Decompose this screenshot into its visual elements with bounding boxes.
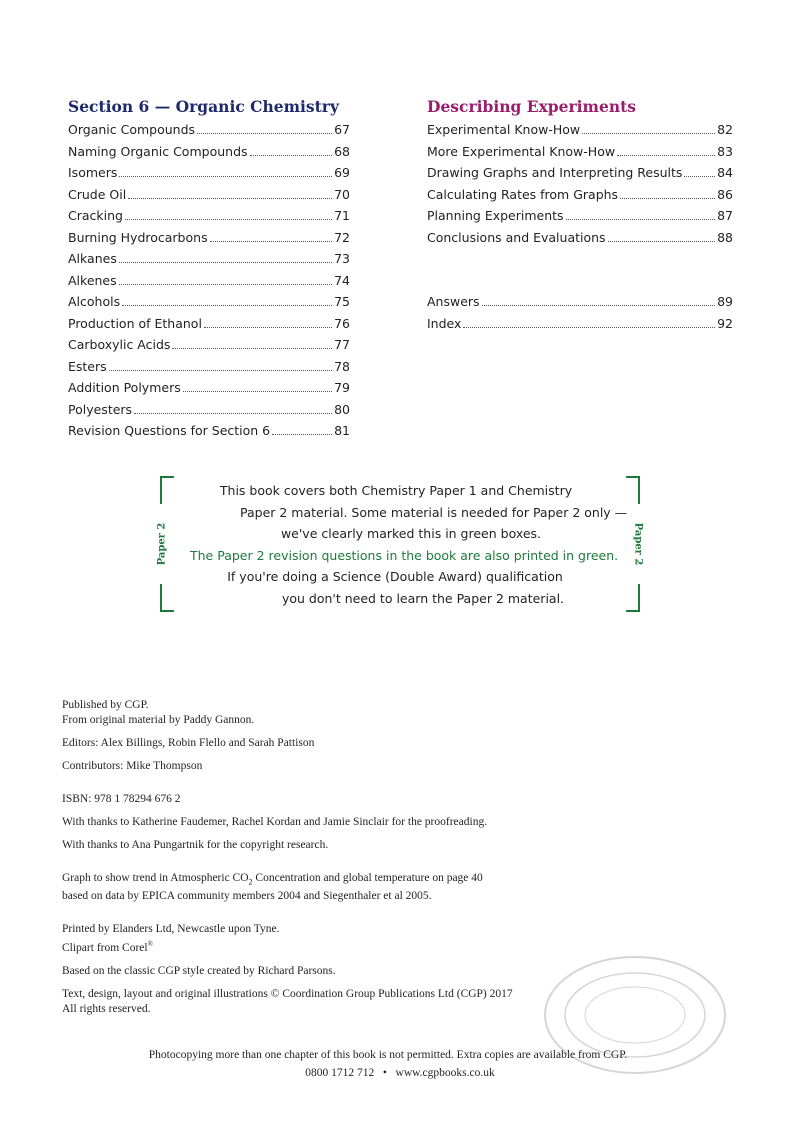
- toc-entry-page: 86: [717, 186, 733, 202]
- credit-line: From original material by Paddy Gannon.: [62, 714, 255, 726]
- notice-line: Paper 2 material. Some material is needed for Paper 2 only —: [240, 504, 628, 520]
- toc-entry-page: 67: [334, 122, 350, 137]
- dot-leader: [250, 155, 333, 156]
- notice-line: This book covers both Chemistry Paper 1 and Chemistry: [219, 483, 573, 498]
- dot-leader: [272, 434, 332, 435]
- dot-leader: [172, 348, 332, 349]
- dot-leader: [608, 241, 716, 242]
- toc-entry-page: 79: [334, 380, 350, 395]
- toc-entry-title: More Experimental Know-How: [427, 143, 616, 159]
- toc-entry-page: 74: [334, 272, 350, 288]
- toc-list: [68, 119, 350, 442]
- dot-leader: [109, 370, 332, 371]
- toc-column-right: [427, 96, 733, 334]
- toc-entry-title: Conclusions and Evaluations: [427, 229, 606, 245]
- dot-leader: [463, 327, 715, 328]
- toc-entry-title: Cracking: [68, 208, 123, 223]
- dot-leader: [119, 176, 332, 177]
- notice-line: you don't need to learn the Paper 2 material.: [281, 590, 565, 606]
- toc-entry-title: Esters: [68, 358, 107, 374]
- toc-entry-title: Answers: [427, 294, 480, 309]
- dot-leader: [582, 133, 715, 134]
- toc-entry-page: 92: [717, 315, 733, 331]
- credit-line: Printed by Elanders Ltd, Newcastle upon Tyne.: [62, 923, 280, 936]
- toc-entry-title: Index: [427, 315, 462, 331]
- toc-entry-page: 72: [334, 229, 350, 245]
- toc-entry-title: Production of Ethanol: [68, 315, 202, 331]
- toc-entry-page: 89: [717, 294, 733, 309]
- toc-entry: [427, 141, 733, 163]
- toc-entry: [68, 356, 350, 378]
- toc-entry: [68, 399, 350, 421]
- credit-line: With thanks to Katherine Faudemer, Rachel Kordan and Jamie Sinclair for the proofreading.: [62, 816, 488, 828]
- dot-leader: [197, 133, 332, 134]
- credits-block: [62, 698, 542, 1017]
- toc-entry-title: Alcohols: [68, 294, 121, 309]
- toc-entry: [427, 313, 733, 335]
- toc-entry: [68, 270, 350, 292]
- dot-leader: [620, 198, 715, 199]
- toc-entry: [68, 248, 350, 270]
- dot-leader: [122, 305, 332, 306]
- dot-leader: [134, 413, 332, 414]
- clipart-credit: Clipart from Corel®: [62, 940, 153, 955]
- dot-leader: [183, 391, 332, 392]
- toc-entry-page: 70: [334, 186, 350, 202]
- toc-entry-page: 82: [717, 122, 733, 137]
- toc-list-back-matter: [427, 291, 733, 334]
- toc-entry-title: Carboxylic Acids: [68, 337, 171, 352]
- toc-entry: [68, 184, 350, 206]
- toc-entry-page: 76: [334, 315, 350, 331]
- toc-entry-page: 81: [334, 423, 350, 438]
- credit-line: Published by CGP.: [62, 699, 149, 711]
- toc-entry-page: 88: [717, 229, 733, 245]
- toc-entry-page: 87: [717, 208, 733, 223]
- bracket-corner: [160, 476, 174, 504]
- import-stamp-watermark: [540, 950, 730, 1080]
- notice-line: If you're doing a Science (Double Award) qualification: [227, 569, 563, 584]
- paper2-side-label: Paper 2: [632, 522, 644, 566]
- toc-entry: [68, 420, 350, 442]
- dot-leader: [684, 176, 715, 177]
- paper2-side-label: Paper 2: [156, 522, 168, 566]
- credit-line: based on data by EPICA community members 2004 and Siegenthaler et al 2005.: [62, 890, 432, 903]
- notice-line: we've clearly marked this in green boxes.: [280, 526, 542, 541]
- dot-leader: [125, 219, 332, 220]
- dot-leader: [482, 305, 716, 306]
- paper2-notice-text: [190, 480, 628, 609]
- phone-number: 0800 1712 712: [305, 1067, 375, 1079]
- dot-leader: [566, 219, 716, 220]
- toc-entry-title: Planning Experiments: [427, 208, 564, 223]
- toc-entry-title: Polyesters: [68, 401, 133, 417]
- toc-entry: [68, 313, 350, 335]
- toc-column-left: [68, 96, 350, 442]
- website-link[interactable]: www.cgpbooks.co.uk: [395, 1067, 495, 1079]
- toc-entry: [68, 227, 350, 249]
- toc-entry-title: Revision Questions for Section 6: [68, 423, 271, 438]
- paper2-notice-box: [156, 476, 644, 612]
- toc-list: [427, 119, 733, 248]
- photocopy-notice: Photocopying more than one chapter of this book is not permitted. Extra copies are available from CGP.: [148, 1049, 628, 1061]
- toc-entry: [427, 119, 733, 141]
- dot-leader: [210, 241, 333, 242]
- toc-entry-title: Alkenes: [68, 272, 117, 288]
- credit-line: All rights reserved.: [62, 1003, 151, 1016]
- credit-line: Based on the classic CGP style created by Richard Parsons.: [62, 965, 336, 978]
- toc-entry-page: 77: [334, 337, 350, 352]
- toc-entry: [427, 205, 733, 227]
- toc-entry: [427, 291, 733, 313]
- section-heading: Describing Experiments: [427, 97, 636, 116]
- credit-line: With thanks to Ana Pungartnik for the copyright research.: [62, 839, 329, 851]
- toc-entry: [68, 162, 350, 184]
- graph-credit: Graph to show trend in Atmospheric $CO_2$ Concentration and global temperature on page 40: [62, 872, 483, 887]
- separator: •: [382, 1067, 387, 1079]
- toc-entry-page: 80: [334, 401, 350, 417]
- toc-entry-page: 75: [334, 294, 350, 309]
- toc-entry-title: Addition Polymers: [68, 380, 181, 395]
- bracket-corner: [160, 584, 174, 612]
- toc-entry-title: Crude Oil: [68, 186, 127, 202]
- toc-entry-title: Drawing Graphs and Interpreting Results: [427, 165, 683, 180]
- spacer: [427, 248, 733, 291]
- toc-entry: [68, 141, 350, 163]
- toc-entry-page: 71: [334, 208, 350, 223]
- dot-leader: [204, 327, 332, 328]
- dot-leader: [119, 262, 332, 263]
- toc-entry-title: Isomers: [68, 165, 118, 180]
- toc-entry: [68, 119, 350, 141]
- toc-entry-title: Calculating Rates from Graphs: [427, 186, 619, 202]
- toc-entry: [427, 227, 733, 249]
- dot-leader: [617, 155, 715, 156]
- toc-entry-page: 78: [334, 358, 350, 374]
- notice-line-green: The Paper 2 revision questions in the book are also printed in green.: [190, 547, 619, 563]
- isbn: ISBN: 978 1 78294 676 2: [62, 793, 181, 805]
- toc-entry: [68, 205, 350, 227]
- toc-entry: [427, 184, 733, 206]
- toc-entry: [68, 291, 350, 313]
- toc-entry: [68, 334, 350, 356]
- toc-entry: [68, 377, 350, 399]
- toc-entry-page: 68: [334, 143, 350, 159]
- toc-entry-title: Alkanes: [68, 251, 117, 266]
- toc-entry-title: Experimental Know-How: [427, 122, 581, 137]
- toc-entry-page: 69: [334, 165, 350, 180]
- credit-line: Contributors: Mike Thompson: [62, 760, 203, 772]
- credit-line: Editors: Alex Billings, Robin Flello and Sarah Pattison: [62, 737, 315, 749]
- toc-entry: [427, 162, 733, 184]
- bracket-corner: [626, 476, 640, 504]
- copyright-line: Text, design, layout and original illustrations © Coordination Group Publications Ltd (CGP) 2017: [62, 988, 513, 1001]
- toc-entry-page: 84: [717, 165, 733, 180]
- toc-entry-title: Organic Compounds: [68, 122, 196, 137]
- toc-entry-title: Burning Hydrocarbons: [68, 229, 208, 245]
- section-heading: Section 6 — Organic Chemistry: [68, 97, 339, 116]
- dot-leader: [119, 284, 332, 285]
- toc-entry-title: Naming Organic Compounds: [68, 143, 248, 159]
- toc-entry-page: 73: [334, 251, 350, 266]
- dot-leader: [128, 198, 332, 199]
- toc-entry-page: 83: [717, 143, 733, 159]
- bracket-corner: [626, 584, 640, 612]
